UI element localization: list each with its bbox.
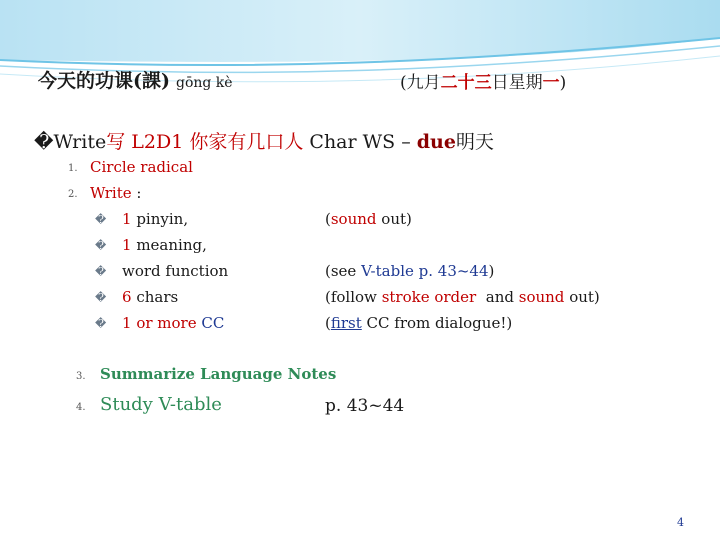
list-item-language-notes: Summarize Language Notes [100,365,337,383]
list-number: 2. [68,189,78,200]
sub-num: 6 [122,288,132,306]
sub-text: meaning, [136,236,207,254]
assign-ws: Char WS – [309,131,411,153]
sub-text: pinyin, [136,210,189,228]
checkbox-icon: � [95,291,107,304]
sub-num: 1 [122,314,132,332]
note-stroke-order [325,288,600,306]
assign-lesson: L2D1 [131,131,184,153]
checkbox-icon: � [95,265,107,278]
list-item-study-vtable: Study V-table [100,394,222,415]
note-part: (see [325,262,357,280]
checkbox-icon: � [95,317,107,330]
title-text: 今天的功课(課) [38,70,170,92]
sub-item-word-function: word function [122,262,229,280]
note-see-vtable [325,262,494,280]
note-part: out) [381,210,412,228]
header-swoosh [0,0,720,120]
note-part: out) [569,288,600,306]
assignment-line [34,127,494,154]
sub-item-meaning [122,236,207,254]
note-part: stroke order [381,288,477,306]
date-mid: 日星期 [491,73,543,93]
assign-lesson-chars: 你家有几口人 [189,131,304,153]
date-day: 二十三 [440,73,492,93]
sub-num: 1 [122,236,132,254]
write-label: Write [90,184,132,202]
list-item-page: p. 43~44 [325,396,405,416]
note-part: V-table p. 43~44 [361,262,489,280]
list-number: 1. [68,163,78,174]
list-number: 4. [76,402,86,413]
sub-item-chars [122,288,178,306]
list-item-circle-radical: Circle radical [90,158,193,176]
note-part: (follow [325,288,377,306]
note-part: ) [488,262,495,280]
date-label [400,68,566,93]
note-part: ( [325,314,331,332]
assign-write-char: 写 [106,131,126,153]
list-number: 3. [76,371,86,382]
bullet-icon: � [34,131,54,153]
note-part: and [485,288,514,306]
note-sound-out [325,210,412,228]
checkbox-icon: � [95,239,107,252]
note-part: first [330,314,362,332]
date-weekday: 一 [542,73,560,93]
note-part: sound [330,210,377,228]
list-item-write [90,184,141,202]
note-part: CC from dialogue!) [366,314,513,332]
page-number: 4 [677,516,684,529]
checkbox-icon: � [95,213,107,226]
sub-item-cc [122,314,224,332]
assign-due: due [416,131,456,153]
assign-due-char: 明天 [455,131,494,153]
note-part: ( [325,210,331,228]
note-part: sound [518,288,565,306]
date-open: (九月 [400,73,441,93]
date-close: ) [559,73,567,93]
sub-cc: CC [201,314,225,332]
sub-item-pinyin [122,210,188,228]
write-colon: : [136,184,142,202]
sub-num: 1 [122,210,132,228]
sub-text: or more [136,314,197,332]
note-first-cc [325,314,512,332]
sub-text: chars [136,288,179,306]
assign-write: Write [53,131,107,153]
page-title [38,66,233,93]
title-pinyin: gōng kè [175,75,233,91]
